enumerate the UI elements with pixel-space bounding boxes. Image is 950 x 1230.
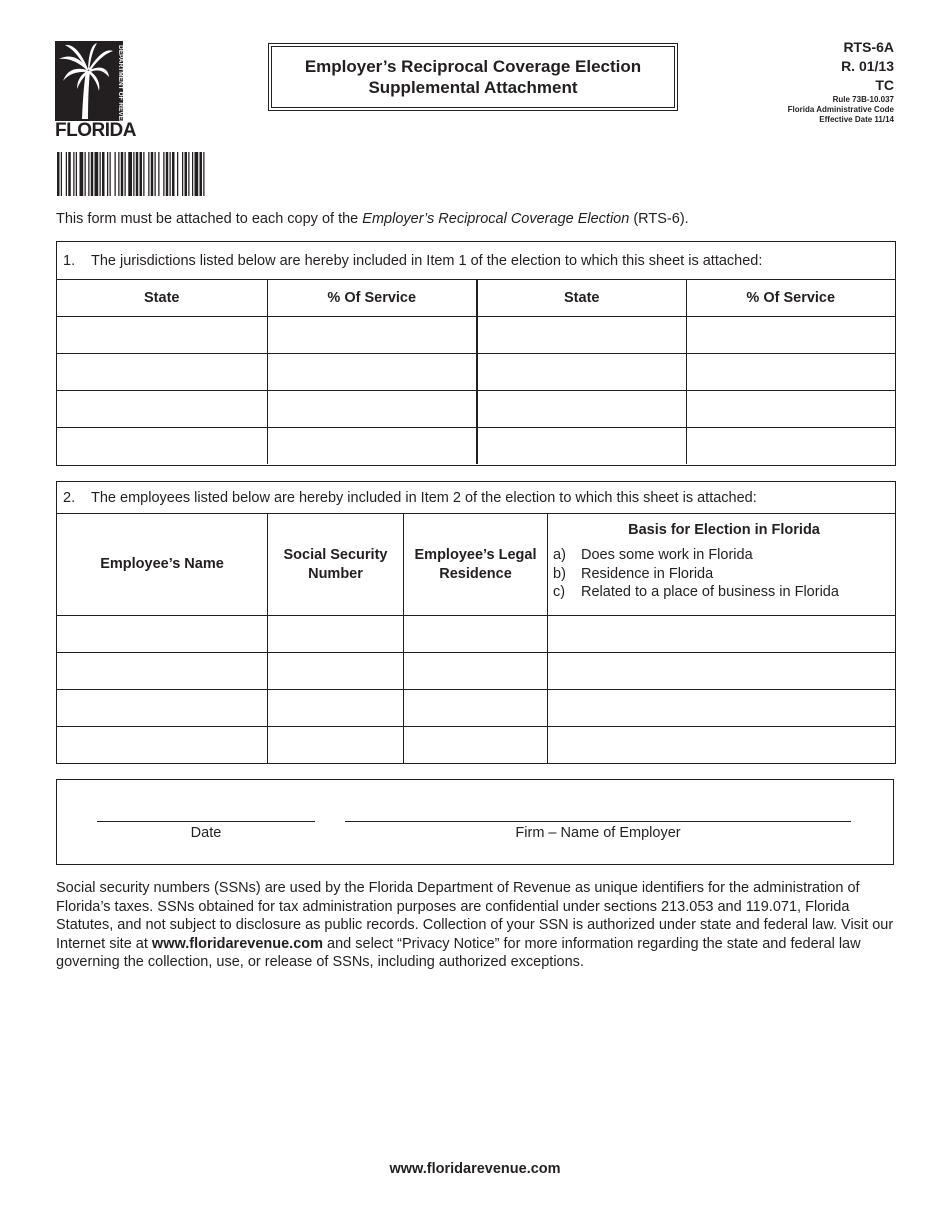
- barcode-bar: [140, 152, 143, 196]
- barcode-bar: [133, 152, 134, 196]
- form-title-box: [268, 43, 678, 111]
- col-state-2: State: [476, 280, 686, 316]
- website-link[interactable]: www.floridarevenue.com: [151, 935, 324, 952]
- state-field[interactable]: [57, 391, 267, 427]
- table-row: [57, 652, 895, 689]
- state-field[interactable]: [57, 354, 267, 390]
- state-field[interactable]: [476, 354, 686, 390]
- table-row: [57, 689, 895, 726]
- barcode-bar: [107, 152, 108, 196]
- ssn-field[interactable]: [267, 653, 403, 689]
- col-legal-residence: Employee’s Legal Residence: [403, 514, 547, 615]
- barcode-bar: [66, 152, 67, 196]
- basis-field[interactable]: [547, 653, 895, 689]
- barcode-bar: [200, 152, 203, 196]
- residence-field[interactable]: [403, 690, 547, 726]
- col-ssn: Social Security Number: [267, 514, 403, 615]
- barcode-bar: [61, 152, 62, 196]
- section1-text: The jurisdictions listed below are hereby included in Item 1 of the election to which this sheet is attached:: [91, 252, 763, 269]
- section2-text: The employees listed below are hereby included in Item 2 of the election to which this sheet is attached:: [91, 489, 757, 506]
- state-field[interactable]: [476, 317, 686, 353]
- barcode-bar: [118, 152, 119, 196]
- basis-field[interactable]: [547, 727, 895, 763]
- barcode-bar: [172, 152, 175, 196]
- form-number: RTS-6A: [843, 39, 894, 55]
- employee-name-field[interactable]: [57, 616, 267, 652]
- state-field[interactable]: [57, 317, 267, 353]
- barcode-bar: [68, 152, 71, 196]
- barcode-bar: [73, 152, 74, 196]
- barcode-bar: [121, 152, 124, 196]
- form-title-line1: Employer’s Reciprocal Coverage Election: [304, 57, 642, 76]
- date-line[interactable]: [97, 821, 315, 822]
- employee-name-field[interactable]: [57, 653, 267, 689]
- employee-name-field[interactable]: [57, 727, 267, 763]
- barcode-bar: [177, 152, 178, 196]
- barcode-bar: [192, 152, 193, 196]
- col-service-2: % Of Service: [686, 280, 896, 316]
- state-field[interactable]: [57, 428, 267, 464]
- service-field[interactable]: [267, 428, 477, 464]
- residence-field[interactable]: [403, 727, 547, 763]
- basis-option-c: c) Related to a place of business in Florida: [553, 584, 839, 600]
- barcode: [57, 152, 279, 196]
- col-basis: [547, 514, 895, 615]
- barcode-bar: [91, 152, 94, 196]
- col-service-1: % Of Service: [267, 280, 477, 316]
- barcode-bar: [182, 152, 183, 196]
- footer-url[interactable]: www.floridarevenue.com: [389, 1161, 561, 1177]
- basis-option-b: b) Residence in Florida: [553, 565, 714, 582]
- table-row: [57, 316, 895, 353]
- service-field[interactable]: [267, 391, 477, 427]
- barcode-bar: [170, 152, 171, 196]
- barcode-bar: [155, 152, 156, 196]
- section2-number: 2.: [63, 489, 76, 506]
- table-row: [57, 726, 895, 763]
- service-field[interactable]: [686, 428, 896, 464]
- ssn-privacy-notice: Social security numbers (SSNs) are used by the Florida Department of Revenue as unique identifiers for the administration of Florida’s taxes. SSNs obtained for tax administration purposes are confidential under sections 213.053 and 119.071, Florida Statutes, and not subject to disclosure as public records. Collection of your SSN is authorized under state and federal law. Visit our Internet site at www.floridarevenue.com and select “Privacy Notice” for more information regarding the state and federal law governing the collection, use, or release of SSNs, including authorized exceptions.: [56, 880, 894, 971]
- service-field[interactable]: [267, 317, 477, 353]
- barcode-bar: [203, 152, 204, 196]
- barcode-bar: [115, 152, 116, 196]
- barcode-bar: [163, 152, 164, 196]
- barcode-bar: [166, 152, 169, 196]
- barcode-bar: [185, 152, 188, 196]
- table-row: [57, 427, 895, 464]
- barcode-bar: [188, 152, 189, 196]
- section2-caption: [57, 482, 895, 513]
- form-type: TC: [875, 77, 894, 93]
- table-row: [57, 353, 895, 390]
- col-state-1: State: [144, 289, 180, 306]
- barcode-bar: [136, 152, 139, 196]
- table-header-row: [57, 279, 895, 316]
- table-row: [57, 390, 895, 427]
- employees-table: [56, 481, 896, 764]
- residence-field[interactable]: [403, 616, 547, 652]
- signature-box: [56, 779, 894, 865]
- barcode-bar: [151, 152, 154, 196]
- state-field[interactable]: [476, 428, 686, 464]
- date-label: Date: [190, 825, 222, 841]
- basis-field[interactable]: [547, 616, 895, 652]
- barcode-bar: [95, 152, 99, 196]
- basis-option-a: a) Does some work in Florida: [553, 547, 753, 563]
- service-field[interactable]: [686, 391, 896, 427]
- intro-text: This form must be attached to each copy of the Employer’s Reciprocal Coverage Election (RTS-6).: [56, 211, 689, 227]
- barcode-bar: [88, 152, 89, 196]
- service-field[interactable]: [267, 354, 477, 390]
- ssn-field[interactable]: [267, 616, 403, 652]
- barcode-bar: [195, 152, 199, 196]
- form-title-line2: Supplemental Attachment: [368, 78, 578, 97]
- form-identifier: [788, 38, 894, 125]
- basis-title: Basis for Election in Florida: [628, 522, 820, 538]
- service-field[interactable]: [686, 354, 896, 390]
- rule-number: Rule 73B-10.037: [832, 95, 894, 104]
- barcode-bar: [125, 152, 126, 196]
- barcode-bar: [148, 152, 149, 196]
- section1-caption: [57, 242, 895, 279]
- barcode-bar: [143, 152, 144, 196]
- barcode-bar: [100, 152, 101, 196]
- barcode-bar: [110, 152, 111, 196]
- florida-dor-logo: [55, 41, 136, 141]
- employee-name-field[interactable]: [57, 690, 267, 726]
- form-revision: R. 01/13: [841, 58, 894, 74]
- section1-number: 1.: [63, 252, 76, 269]
- basis-field[interactable]: [547, 690, 895, 726]
- state-field[interactable]: [476, 391, 686, 427]
- table-row: [57, 615, 895, 652]
- ssn-field[interactable]: [267, 727, 403, 763]
- barcode-bar: [85, 152, 86, 196]
- firm-name-line[interactable]: [345, 821, 851, 822]
- barcode-bar: [128, 152, 132, 196]
- residence-field[interactable]: [403, 653, 547, 689]
- barcode-bar: [102, 152, 105, 196]
- table-header-row: [57, 513, 895, 615]
- firm-name-label: Firm – Name of Employer: [515, 825, 681, 841]
- admin-code: Florida Administrative Code: [787, 105, 894, 114]
- barcode-bar: [76, 152, 77, 196]
- jurisdictions-table: [56, 241, 896, 466]
- service-field[interactable]: [686, 317, 896, 353]
- logo-state-name: FLORIDA: [55, 120, 136, 141]
- col-employee-name: Employee’s Name: [100, 556, 224, 572]
- barcode-bar: [158, 152, 159, 196]
- ssn-field[interactable]: [267, 690, 403, 726]
- logo-department-text: DEPARTMENT OF REVENUE: [117, 45, 124, 134]
- effective-date: Effective Date 11/14: [819, 115, 894, 124]
- barcode-bar: [57, 152, 60, 196]
- barcode-bar: [80, 152, 84, 196]
